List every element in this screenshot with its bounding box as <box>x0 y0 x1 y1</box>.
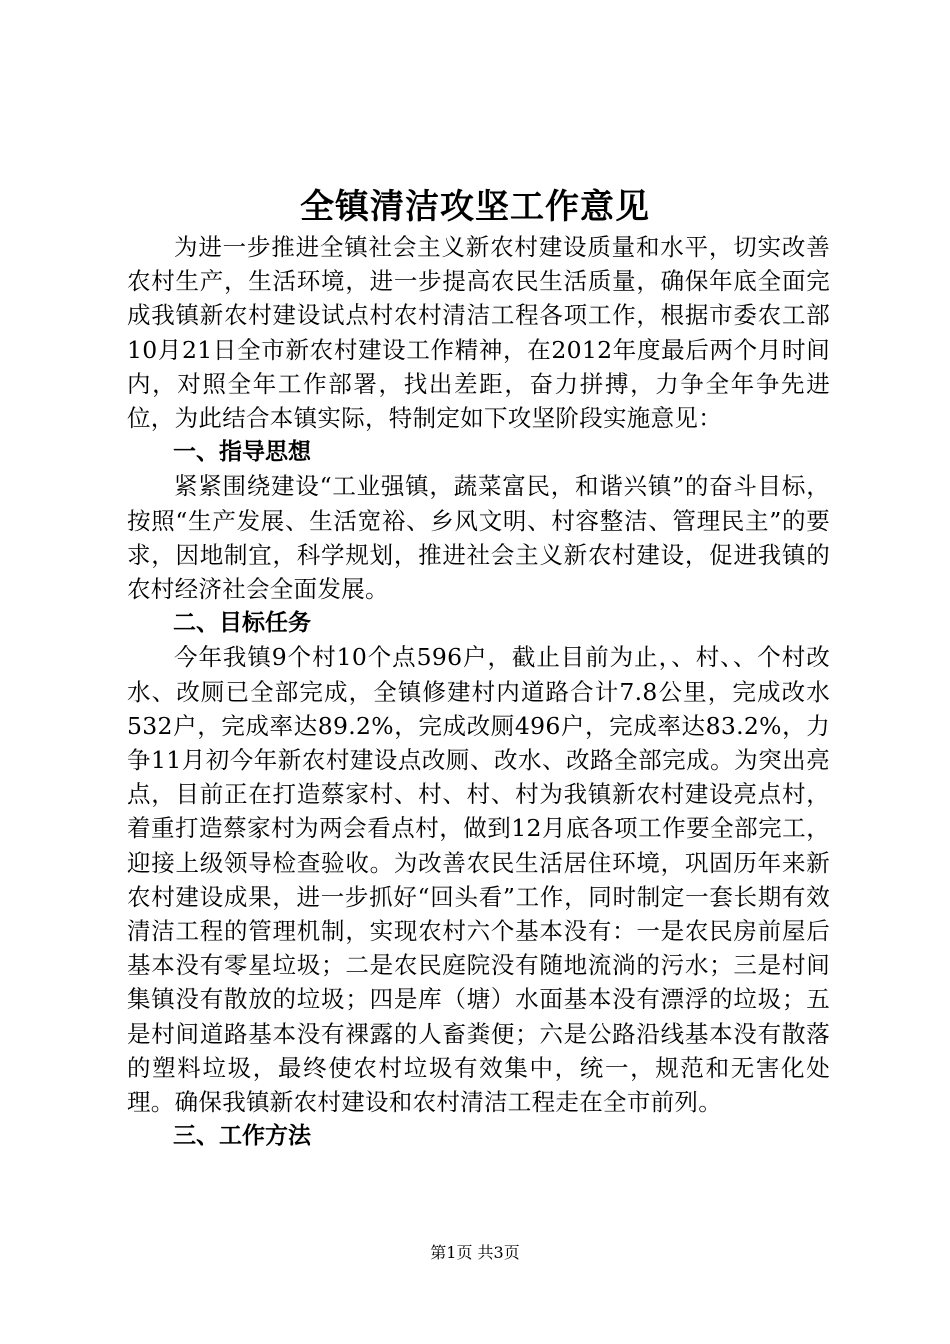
section-paragraph-guiding-ideology: 紧紧围绕建设“工业强镇，蔬菜富民，和谐兴镇”的奋斗目标，按照“生产发展、生活宽裕、乡风文明、村容整洁、管理民主”的要求，因地制宜，科学规划，推进社会主义新农村建设，促进我镇的农村经济社会全面发展。 <box>127 472 830 604</box>
section-heading-target-tasks: 二、目标任务 <box>173 610 311 637</box>
section-paragraph-target-tasks: 今年我镇9个村10个点596户，截止目前为止，、村、、个村改水、改厕已全部完成，全镇修建村内道路合计7.8公里，完成改水532户，完成率达89.2%，完成改厕496户，完成率达83.2%，力争11月初今年新农村建设点改厕、改水、改路全部完成。为突出亮点，目前正在打造蔡家村、村、村、村为我镇新农村建设亮点村，着重打造蔡家村为两会看点村，做到12月底各项工作要全部完工，迎接上级领导检查验收。为改善农民生活居住环境，巩固历年来新农村建设成果，进一步抓好“回头看”工作，同时制定一套长期有效清洁工程的管理机制，实现农村六个基本没有：一是农民房前屋后基本没有零星垃圾；二是农民庭院没有随地流淌的污水；三是村间集镇没有散放的垃圾；四是库（塘）水面基本没有漂浮的垃圾；五是村间道路基本没有裸露的人畜粪便；六是公路沿线基本没有散落的塑料垃圾，最终使农村垃圾有效集中，统一，规范和无害化处理。确保我镇新农村建设和农村清洁工程走在全市前列。 <box>127 643 830 1117</box>
document-title: 全镇清洁攻坚工作意见 <box>300 187 650 227</box>
intro-paragraph: 为进一步推进全镇社会主义新农村建设质量和水平，切实改善农村生产，生活环境，进一步提高农民生活质量，确保年底全面完成我镇新农村建设试点村农村清洁工程各项工作，根据市委农工部10月21日全市新农村建设工作精神，在2012年度最后两个月时间内，对照全年工作部署，找出差距，奋力拼搏，力争全年争先进位，为此结合本镇实际，特制定如下攻坚阶段实施意见： <box>127 233 830 433</box>
section-heading-guiding-ideology: 一、指导思想 <box>173 439 311 466</box>
section-heading-work-methods: 三、工作方法 <box>173 1123 311 1150</box>
document-body <box>127 230 830 1153</box>
page-number-footer: 第1页 共3页 <box>430 1243 520 1262</box>
